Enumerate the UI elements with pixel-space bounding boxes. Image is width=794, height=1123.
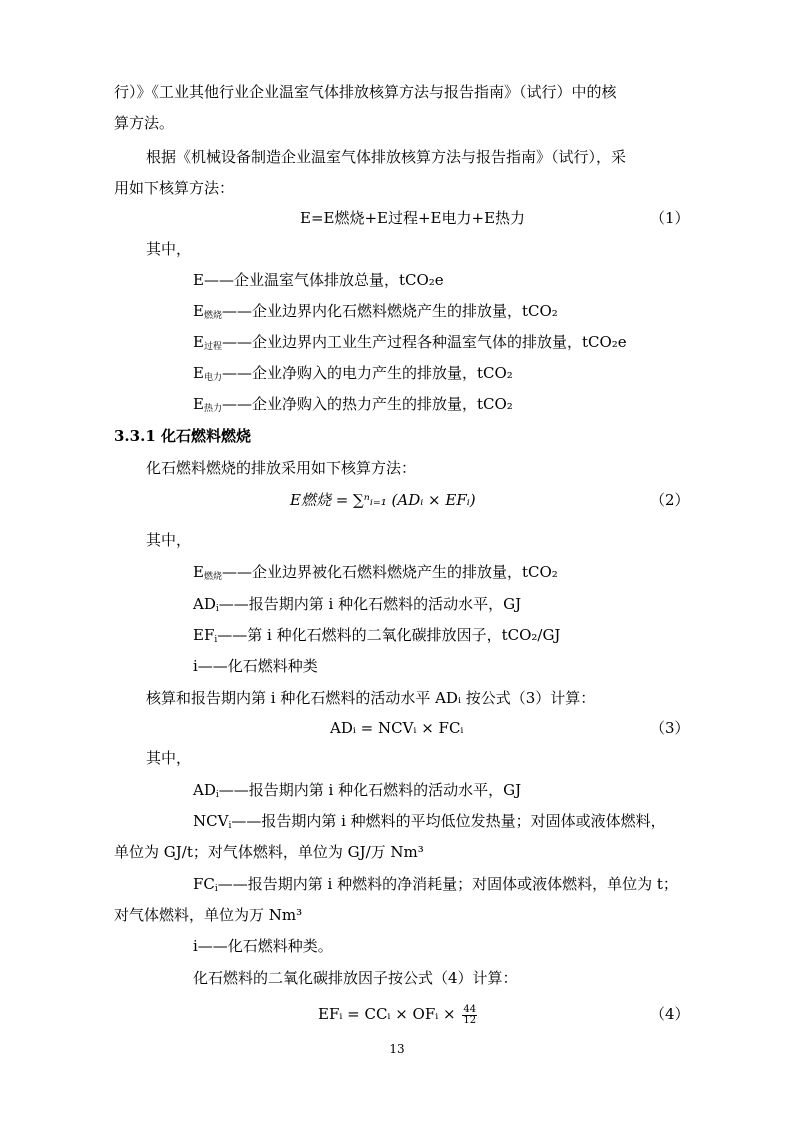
page-number: 13 xyxy=(389,1042,405,1056)
equation-number-4: （4） xyxy=(650,1005,690,1023)
where-label: 其中， xyxy=(146,240,192,258)
definition-i: i——化石燃料种类。 xyxy=(193,937,333,955)
definition-e: E——企业温室气体排放总量，tCO₂e xyxy=(193,271,444,289)
paragraph-text: 化石燃料的二氧化碳排放因子按公式（4）计算： xyxy=(193,969,518,987)
paragraph-text: 根据《机械设备制造企业温室气体排放核算方法与报告指南》（试行），采 xyxy=(146,148,627,166)
paragraph-text: 算方法。 xyxy=(114,114,175,132)
definition-e-process: $E_{过程}——$企业边界内工业生产过程各种温室气体的排放量，tCO₂e xyxy=(193,333,627,352)
paragraph-text: 用如下核算方法： xyxy=(114,179,235,197)
definition-e-burn: $E_{燃烧}——$企业边界被化石燃料燃烧产生的排放量，tCO₂ xyxy=(193,563,558,582)
definition-ad: $AD_i——$报告期内第 i 种化石燃料的活动水平，GJ xyxy=(193,595,522,614)
paragraph-text: 行）》《工业其他行业企业温室气体排放核算方法与报告指南》（试行）中的核 xyxy=(114,83,617,101)
definition-e-heat: $E_{热力}——$企业净购入的热力产生的排放量，tCO₂ xyxy=(193,395,513,414)
equation-4: EFᵢ = CCᵢ × OFᵢ × $\frac{44}{12}$ xyxy=(318,1003,477,1026)
where-label: 其中， xyxy=(146,531,192,549)
equation-3: ADᵢ = NCVᵢ × FCᵢ xyxy=(330,719,464,737)
definition-fc-continued: 对气体燃料，单位为万 Nm³ xyxy=(114,906,303,924)
definition-e-electricity: $E_{电力}——$企业净购入的电力产生的排放量，tCO₂ xyxy=(193,364,513,383)
definition-i: i——化石燃料种类 xyxy=(193,657,318,675)
paragraph-text: 化石燃料燃烧的排放采用如下核算方法： xyxy=(146,459,417,477)
definition-ncv-continued: 单位为 GJ/t；对气体燃料，单位为 GJ/万 Nm³ xyxy=(114,843,424,861)
equation-number-2: （2） xyxy=(650,491,690,509)
definition-fc: $FC_i——$报告期内第 i 种燃料的净消耗量；对固体或液体燃料，单位为 t； xyxy=(193,875,678,894)
equation-number-3: （3） xyxy=(650,719,690,737)
equation-number-1: （1） xyxy=(650,209,690,227)
where-label: 其中， xyxy=(146,749,192,767)
fraction: $\frac{44}{12}$ xyxy=(463,1003,477,1026)
paragraph-text: 核算和报告期内第 i 种化石燃料的活动水平 ADᵢ 按公式（3）计算： xyxy=(146,689,596,707)
definition-ad: $AD_i——$报告期内第 i 种化石燃料的活动水平，GJ xyxy=(193,781,522,800)
definition-e-burn: $E_{燃烧}——$企业边界内化石燃料燃烧产生的排放量，tCO₂ xyxy=(193,302,558,321)
equation-1: E=E燃烧+E过程+E电力+E热力 xyxy=(300,209,526,227)
section-heading: 3.3.1 化石燃料燃烧 xyxy=(114,427,251,445)
definition-ef: $EF_i——$第 i 种化石燃料的二氧化碳排放因子，tCO₂/GJ xyxy=(193,626,561,645)
equation-2: E燃烧 = ∑ⁿᵢ₌₁ (ADᵢ × EFᵢ) xyxy=(290,491,476,509)
definition-ncv: $NCV_i——$报告期内第 i 种燃料的平均低位发热量；对固体或液体燃料， xyxy=(193,812,666,831)
